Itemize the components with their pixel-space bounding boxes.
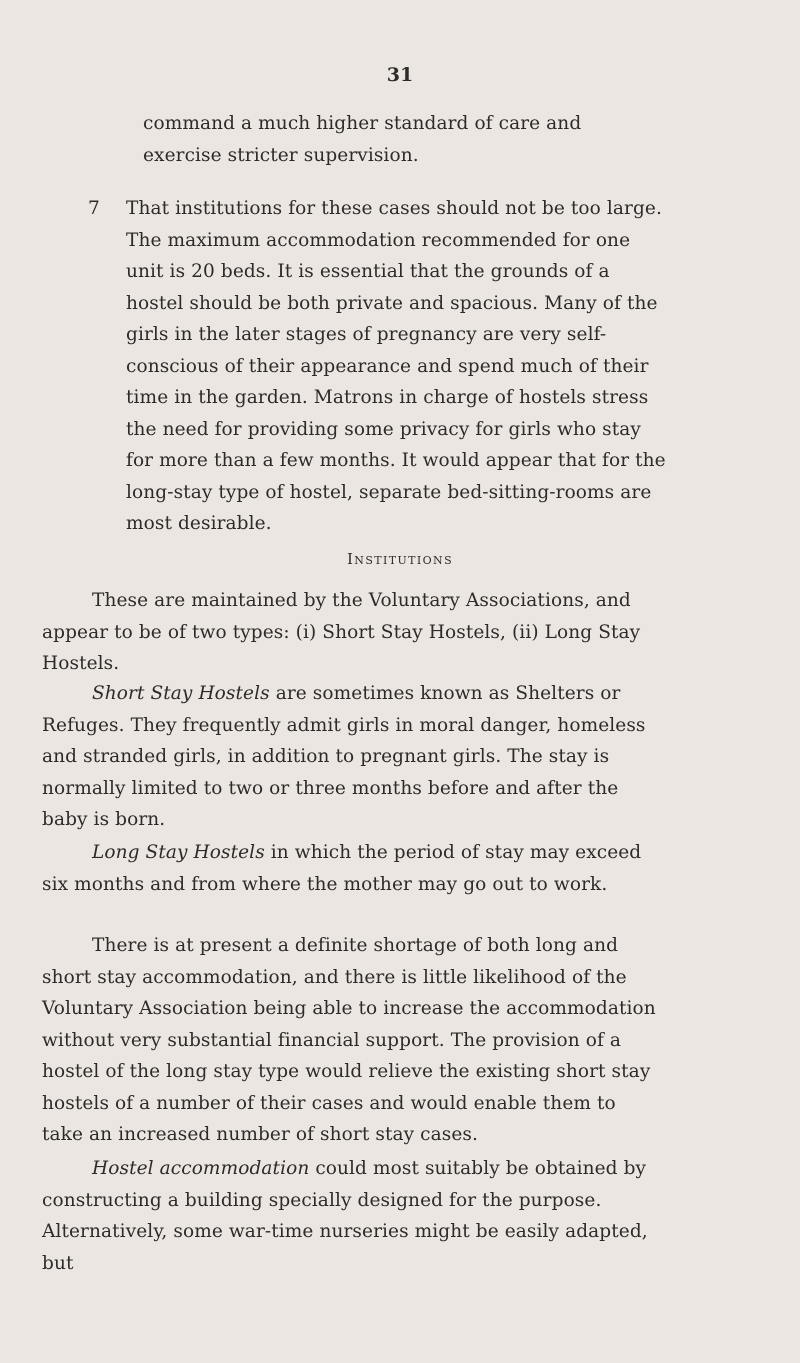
paragraph-text: in which the period of stay may exceed six months and from where the mother may go out to work.: [42, 842, 642, 895]
paragraph-text: There is at present a definite shortage of both long and short stay accommodation, and there is little likelihood of the Voluntary Association being able to increase the accommodation without very substantial financial support. The provision of a hostel of the long stay type would relieve the existing short stay hostels of a number of their cases and would enable them to take an increased number of short stay cases.: [42, 935, 656, 1145]
paragraph-types: [42, 585, 660, 680]
page-number: 31: [386, 64, 414, 86]
recommendation-item: [88, 193, 668, 540]
paragraph-lead: Short Stay Hostels: [92, 683, 270, 704]
paragraph-lead: Long Stay Hostels: [92, 842, 265, 863]
paragraph-lead: Hostel accommodation: [92, 1158, 310, 1179]
paragraph-text: These are maintained by the Voluntary Associations, and appear to be of two types: (i) Short Stay Hostels, (ii) Long Stay Hostels.: [42, 590, 641, 674]
paragraph-hostel-accommodation: [42, 1153, 660, 1279]
recommendation-text: That institutions for these cases should not be too large. The maximum accommodation recommended for one unit is 20 beds. It is essential that the grounds of a hostel should be both private and spacious. Many of the girls in the later stages of pregnancy are very self-conscious of their appearance and spend much of their time in the garden. Matrons in charge of hostels stress the need for providing some privacy for girls who stay for more than a few months. It would appear that for the long-stay type of hostel, separate bed-sitting-rooms are most desirable.: [126, 198, 666, 534]
paragraph-text: are sometimes known as Shelters or Refuges. They frequently admit girls in moral danger, homeless and stranded girls, in addition to pregnant girls. The stay is normally limited to two or three months before and after the baby is born.: [42, 683, 646, 830]
paragraph-long-stay: [42, 837, 660, 900]
section-heading: Institutions: [346, 550, 454, 569]
paragraph-short-stay: [42, 678, 660, 836]
paragraph-text: could most suitably be obtained by constructing a building specially designed for the purpose. Alternatively, some war-time nurseries might be easily adapted, but: [42, 1158, 648, 1274]
paragraph-shortage: [42, 930, 660, 1151]
intro-paragraph: command a much higher standard of care and exercise stricter supervision.: [143, 113, 582, 166]
recommendation-number: 7: [88, 198, 100, 219]
